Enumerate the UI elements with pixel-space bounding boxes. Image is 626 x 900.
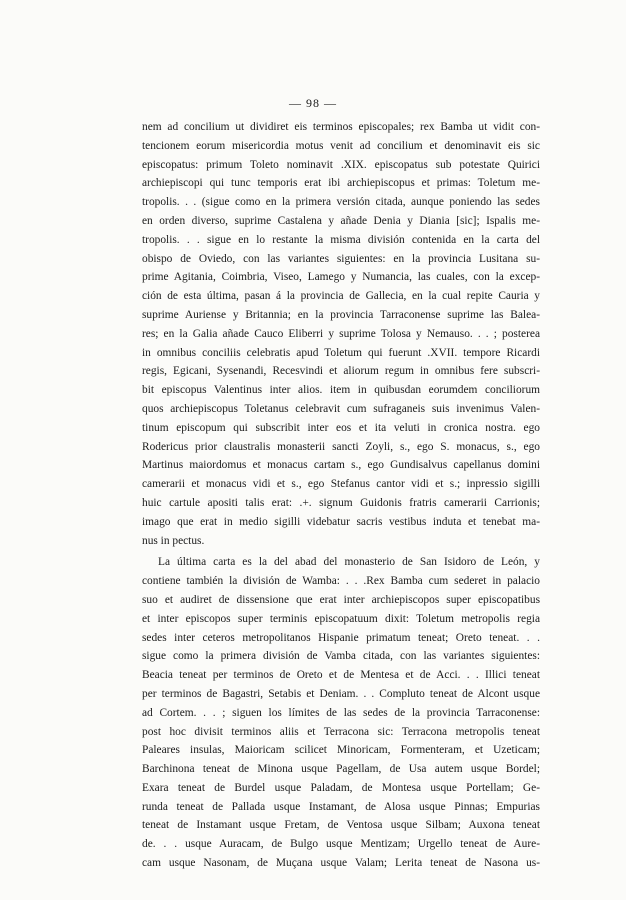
- paragraph-2: [142, 553, 540, 873]
- text-line: episcopatus: primum Toleto nominavit .XIX. episcopatus sub potestate Quirici: [142, 158, 540, 171]
- text-line: ad Cortem. . . ; siguen los límites de las sedes de la provincia Tarraconense:: [142, 706, 540, 719]
- text-line: per terminos de Bagastri, Setabis et Deniam. . . Compluto teneat de Alcont usque: [142, 687, 540, 700]
- text-line: teneat de Instamant usque Fretam, de Ventosa usque Silbam; Auxona teneat: [142, 819, 540, 832]
- text-line: La última carta es la del abad del monasterio de San Isidoro de León, y: [158, 556, 540, 569]
- text-line: post hoc divisit terminos aliis et Terracona sic: Terracona metropolis teneat: [142, 725, 540, 738]
- paragraph-1: [142, 118, 540, 550]
- text-line: imago que erat in medio sigilli videbatur sacris vestibus induta et tenebat ma-: [142, 515, 540, 528]
- text-line: sedes inter ceteros metropolitanos Hispanie primatum teneat; Oreto teneat. . .: [142, 631, 540, 644]
- text-line: huic cartule apositi talis erat: .+. signum Guidonis fratris camerarii Carrionis;: [142, 496, 540, 509]
- text-line: regis, Egicani, Sysenandi, Recesvindi et aliorum regum in omnibus fere subscri-: [142, 365, 540, 378]
- page-number: — 98 —: [289, 96, 337, 110]
- text-line: ción de esta última, pasan á la provincia de Gallecia, en la cual repite Cauria y: [142, 290, 540, 303]
- text-line: suprime Auriense y Britannia; en la provincia Tarraconense suprime las Balea-: [142, 308, 540, 321]
- body-text: [142, 118, 540, 873]
- text-line: tencionem eorum misericordia motus venit ad concilium et denominavit eis sic: [142, 139, 540, 152]
- text-line: tinum episcopum qui subscribit inter eos et ita veluti in cronica nostra. ego: [142, 421, 540, 434]
- text-line: nus in pectus.: [142, 534, 205, 547]
- text-line: prime Agitania, Coimbria, Viseo, Lamego y Numancia, las cuales, con la excep-: [142, 271, 540, 284]
- text-line: res; en la Galia añade Cauco Eliberri y suprime Tolosa y Nemauso. . . ; posterea: [142, 327, 540, 340]
- text-line: obispo de Oviedo, con las variantes siguientes: en la provincia Lusitana su-: [142, 252, 540, 265]
- text-line: contiene también la división de Wamba: . . .Rex Bamba cum sederet in palacio: [142, 575, 540, 588]
- text-line: Barchinona teneat de Minona usque Pagellam, de Usa autem usque Bordel;: [142, 763, 540, 776]
- text-line: tropolis. . . (sigue como en la primera versión citada, aunque poniendo las sedes: [142, 196, 540, 209]
- text-line: Rodericus prior claustralis monasterii sancti Zoyli, s., ego S. monacus, s., ego: [142, 440, 540, 453]
- text-line: et inter episcopos super terminis episcopatuum dixit: Toletum metropolis regia: [142, 612, 540, 625]
- text-line: Martinus maiordomus et monacus cartam s., ego Gundisalvus capellanus domini: [142, 459, 540, 472]
- text-line: Paleares insulas, Maioricam scilicet Minoricam, Formenteram, et Uzeticam;: [142, 744, 540, 757]
- text-line: Beacia teneat per terminos de Oreto et de Mentesa et de Acci. . . Illici teneat: [142, 669, 540, 682]
- text-line: in omnibus conciliis celebratis apud Toletum qui fuerunt .XVII. tempore Ricardi: [142, 346, 540, 359]
- text-line: suo et audiret de dissensione que erat inter archiepiscopos super episcopatibus: [142, 593, 540, 606]
- text-line: de. . . usque Auracam, de Bulgo usque Mentizam; Urgello teneat de Aure-: [142, 838, 540, 851]
- text-line: nem ad concilium ut dividiret eis terminos episcopales; rex Bamba ut vidit con-: [142, 121, 540, 133]
- text-line: tropolis. . . sigue en lo restante la misma división contenida en la carta del: [142, 233, 540, 246]
- text-line: camerarii et monacus vidi et s., ego Stefanus cantor vidi et s.; inpressio sigilli: [142, 478, 540, 491]
- text-line: en orden diverso, suprime Castalena y añade Denia y Diania [sic]; Ispalis me-: [142, 214, 540, 227]
- text-line: sigue como la primera división de Vamba citada, con las variantes siguientes:: [142, 650, 540, 663]
- text-line: Exara teneat de Burdel usque Paladam, de Montesa usque Portellam; Ge-: [142, 781, 540, 794]
- text-line: quos archiepiscopus Toletanus celebravit cum sufraganeis suis invenimus Valen-: [142, 402, 540, 415]
- text-line: archiepiscopi qui tunc temporis erat ibi archiepiscopus et primas: Toletum me-: [142, 177, 540, 190]
- text-line: cam usque Nasonam, de Muçana usque Valam; Lerita teneat de Nasona us-: [142, 857, 540, 870]
- text-line: runda teneat de Pallada usque Instamant, de Alosa usque Pinnas; Empurias: [142, 800, 540, 813]
- text-line: bit episcopus Valentinus inter alios. item in quibusdan eorumdem conciliorum: [142, 384, 540, 397]
